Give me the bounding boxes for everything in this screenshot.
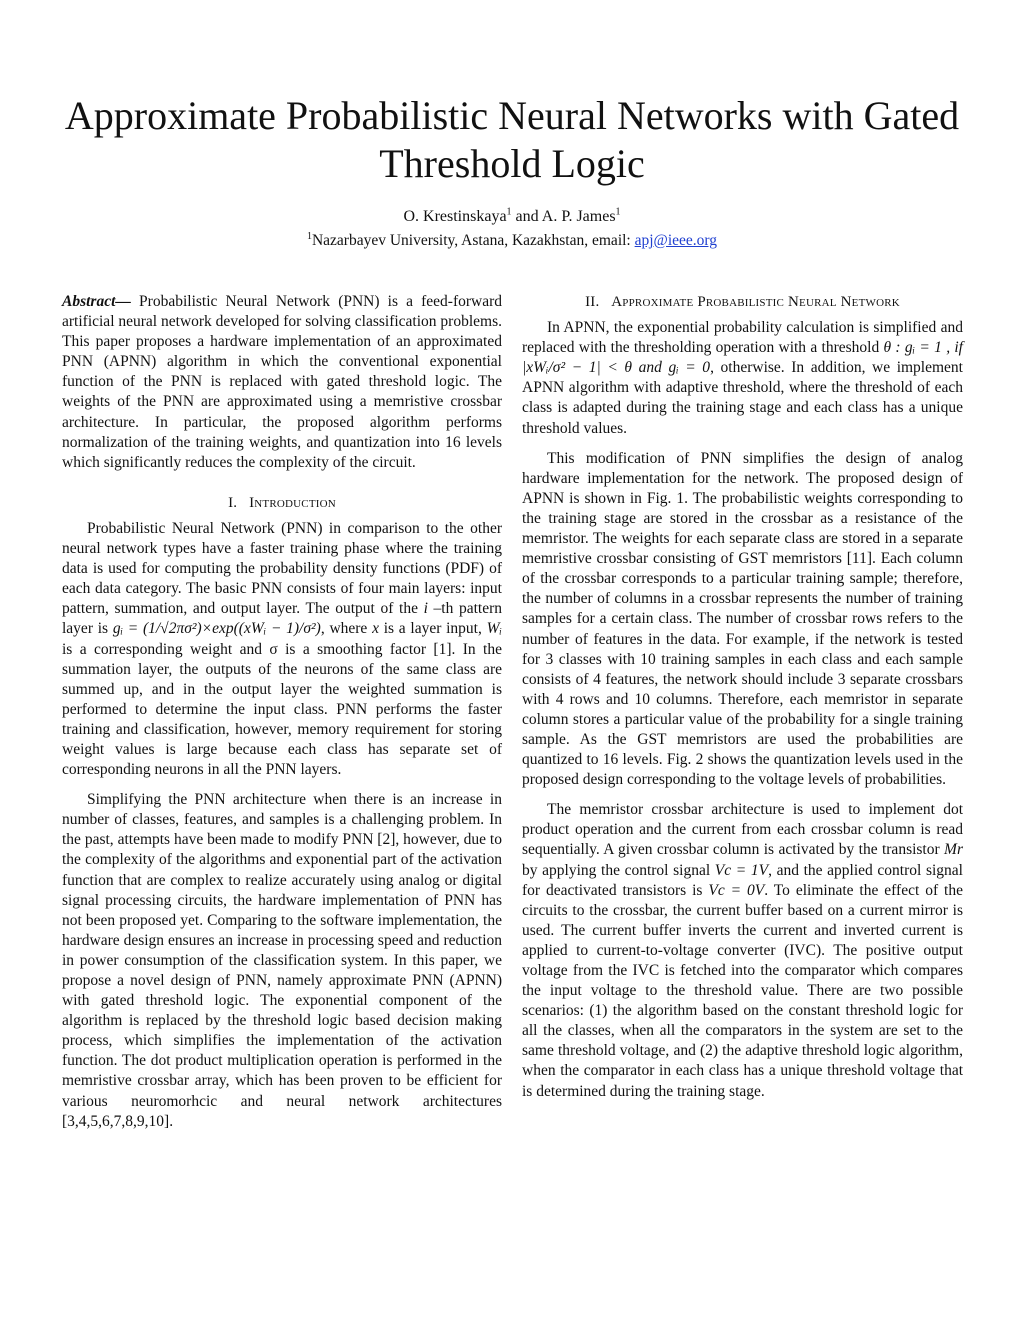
abstract-dash: — bbox=[115, 293, 140, 310]
affiliation-superscript: 1 bbox=[306, 230, 312, 242]
author-name: A. P. James bbox=[541, 208, 616, 225]
left-column bbox=[62, 292, 502, 1132]
math-symbol: i bbox=[423, 600, 428, 618]
intro-paragraph-2: Simplifying the PNN architecture when there is an increase in number of classes, features, and samples is a challenging problem. In the past, attempts have been made to modify PNN [2], however, due to the complexity of the algorithms and exponential part of the activation function that are complex to realize accurately using analog or digital signal processing circuits, the hardware implementation of PNN has not been proposed yet. Comparing to the software implementation, the hardware design ensures an increase in processing speed and reduction in power consumption of the classification system. In this paper, we propose a novel design of PNN, namely approximate PNN (APNN) with gated threshold logic. The exponential component of the algorithm is replaced by the threshold logic based decision making process, which simplifies the implementation of the activation function. The dot product multiplication operation is performed in the memristive crossbar array, which has been proven to be efficient for various neuromorhcic and neural network architectures [3,4,5,6,7,8,9,10]. bbox=[62, 791, 502, 1130]
text-run: The memristor crossbar architecture is used to implement dot product operation and the current from each crossbar column is read sequentially. A given crossbar column is activated by the transistor bbox=[522, 801, 963, 859]
section-number: II. bbox=[585, 294, 600, 310]
apnn-paragraph-3 bbox=[522, 800, 963, 1101]
author-conjunction: and bbox=[511, 208, 542, 225]
abstract-paragraph bbox=[62, 292, 502, 473]
text-run: , and the applied control signal for deactivated transistors is bbox=[522, 861, 963, 899]
math-symbol: Mr bbox=[944, 841, 963, 859]
affiliation-line bbox=[0, 231, 1024, 251]
affiliation-text: Nazarbayev University, Astana, Kazakhstan, email: bbox=[311, 232, 635, 249]
math-symbol: Vc = 0V bbox=[708, 881, 765, 899]
intro-paragraph-1 bbox=[62, 519, 502, 780]
abstract-label: Abstract bbox=[62, 293, 116, 310]
paper-title: Approximate Probabilistic Neural Networks with Gated Threshold Logic bbox=[64, 93, 960, 186]
author-superscript: 1 bbox=[506, 206, 512, 218]
text-run: –th pattern layer is bbox=[62, 600, 502, 638]
author-line bbox=[0, 207, 1024, 227]
text-run: by applying the control signal bbox=[522, 861, 715, 879]
section-heading-introduction bbox=[62, 493, 502, 513]
threshold-formula: θ : gᵢ = 1 , if |xWᵢ/σ² − 1| < θ and gᵢ = 0 bbox=[522, 339, 963, 377]
text-run: is a layer input, bbox=[378, 620, 487, 638]
author-superscript: 1 bbox=[615, 206, 621, 218]
author-name: O. Krestinskaya bbox=[403, 208, 507, 225]
pnn-formula: gᵢ = (1/√2πσ²)×exp((xWᵢ − 1)/σ²) bbox=[112, 620, 321, 638]
text-run: . To eliminate the effect of the circuits to the crossbar, the current buffer based on a current mirror is used. The current buffer inverts the current and inverted current is applied to current-to-voltage converter (IVC). The positive output voltage from the IVC is fetched into the comparator which compares the input voltage to the threshold value. There are two possible scenarios: (1) the algorithm based on the constant threshold logic for all the classes, when all the comparators in the system are set to the same threshold voltage, and (2) the adaptive threshold logic algorithm, when the comparator in each class has a unique threshold voltage that is determined during the training stage. bbox=[522, 881, 963, 1100]
section-number: I. bbox=[228, 494, 238, 511]
math-symbol: Vc = 1V bbox=[714, 861, 769, 879]
apnn-paragraph-1 bbox=[522, 318, 963, 439]
text-run: , where bbox=[320, 620, 373, 638]
math-symbol: x bbox=[372, 620, 379, 638]
section-title: Introduction bbox=[249, 494, 336, 511]
text-run: , otherwise. In addition, we implement APNN algorithm with adaptive threshold, where the threshold of each class is adapted during the training stage and each class has a unique threshold values. bbox=[522, 359, 963, 437]
text-run: is a corresponding weight and σ is a smoothing factor [1]. In the summation layer, the outputs of the neurons of the same class are summed up, and in the output layer the weighted summation is performed to determine the input class. PNN performs the faster training and classification, however, memory requirement for storing weight values is large because each class has separate set of corresponding neurons in all the PNN layers. bbox=[62, 640, 502, 779]
text-run: Probabilistic Neural Network (PNN) in comparison to the other neural network types have a faster training phase where the training data is used for computing the probability density functions (PDF) of each data category. The basic PNN consists of four main layers: input pattern, summation, and output layer. The output of the bbox=[62, 519, 502, 618]
email-link[interactable]: apj@ieee.org bbox=[634, 232, 718, 249]
abstract-text: Probabilistic Neural Network (PNN) is a feed-forward artificial neural network developed for solving classification problems. This paper proposes a hardware implementation of an approximated PNN (APNN) algorithm in which the conventional exponential function of the PNN is replaced with gated threshold logic. The weights of the PNN are approximated using a memristive crossbar architecture. In particular, the proposed algorithm performs normalization of the training weights, and quantization into 16 levels which significantly reduces the complexity of the circuit. bbox=[62, 293, 503, 471]
right-column bbox=[522, 292, 963, 1102]
section-title: Approximate Probabilistic Neural Network bbox=[611, 294, 900, 310]
text-run: In APNN, the exponential probability calculation is simplified and replaced with the thresholding operation with a threshold bbox=[522, 319, 963, 357]
apnn-paragraph-2: This modification of PNN simplifies the design of analog hardware implementation for the network. The proposed design of APNN is shown in Fig. 1. The probabilistic weights corresponding to the training stage are stored in the crossbar as a resistance of the memristor. The weights for each separate class are stored in a separate memristive crossbar consisting of GST memristors [11]. Each column of the crossbar corresponds to a particular training sample; therefore, the number of columns in a crossbar represents the number of training samples for a certain class. The number of crossbar rows refers to the number of features in the data. For example, if the network is tested for 3 classes with 10 training samples in each class and each sample consists of 4 features, the network should include 3 separate crossbars with 4 rows and 10 columns. Therefore, each memristor in separate column stores a particular value of the probability for a single training sample. As the GST memristors are used the probabilities are quantized to 16 levels. Fig. 2 shows the quantization levels used in the proposed design corresponding to the voltage levels of probabilities. bbox=[522, 449, 963, 789]
section-heading-apnn bbox=[522, 292, 963, 312]
math-symbol: Wᵢ bbox=[486, 620, 502, 638]
